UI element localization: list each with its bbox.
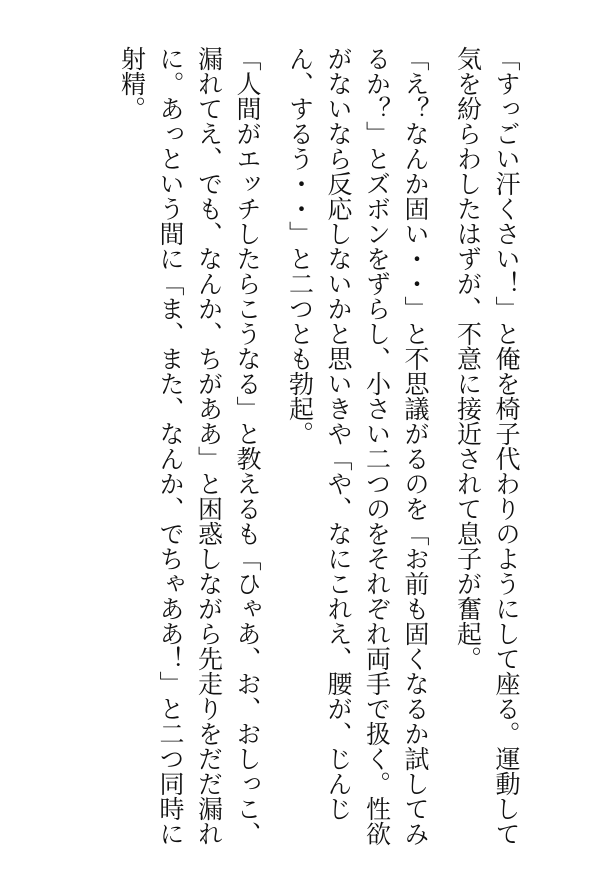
vertical-text-block [0,46,525,846]
paragraph-1: 「すっごい汗くさい！」と俺を椅子代わりのようにして座る。運動して気を紛らわしたはずが、不意に接近されて息子が奮起。 [453,46,521,846]
paragraph-2: 「え？なんか固い・・」と不思議がるのを「お前も固くなるか試してみるか？」とズボンをずらし、小さい二つのをそれぞれ両手で扱く。性欲がないなら反応しないかと思いきや「や、なにこれえ、腰が、じんじん、するう・・」と二つとも勃起。 [285,46,430,846]
paragraph-3: 「人間がエッチしたらこうなる」と教えるも「ひゃあ、お、おしっこ、漏れてえ、でも、なんか、ちがああ」と困惑しながら先走りをだだ漏れに。あっという間に「ま、また、なんか、でちゃああ！」と二つ同時に射精。 [117,46,262,846]
